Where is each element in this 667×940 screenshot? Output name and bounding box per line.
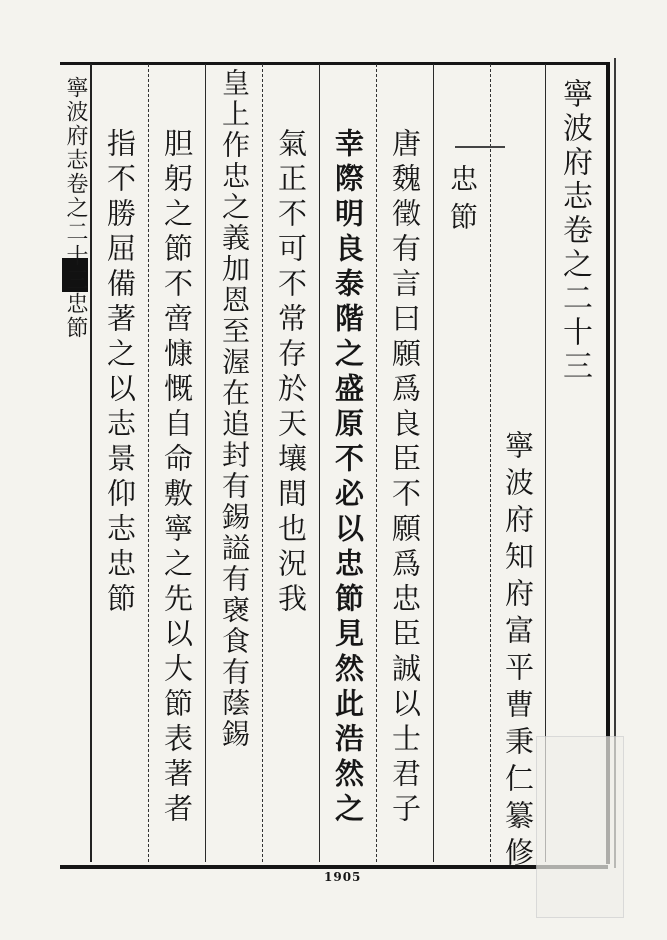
column-rule	[319, 64, 320, 862]
body-column-4: 皇上作忠之義加恩至渥在追封有錫謚有襃食有蔭錫	[218, 68, 251, 750]
column-rule	[490, 64, 492, 862]
library-seal	[536, 736, 624, 918]
body-column-3: 氣正不可不常存於天壤間也況我	[274, 128, 308, 618]
body-column-6: 指不勝屈備著之以志景仰志忠節	[103, 128, 137, 618]
heading-mark	[455, 146, 505, 148]
body-column-1: 唐魏徵有言曰願爲良臣不願爲忠臣誠以士君子	[388, 128, 422, 828]
column-rule	[433, 64, 434, 862]
column-rule	[205, 64, 206, 862]
column-rule	[262, 64, 264, 862]
section-heading: 忠節	[446, 164, 479, 240]
column-rule	[148, 64, 150, 862]
body-column-2: 幸際明良泰階之盛原不必以忠節見然此浩然之	[331, 128, 365, 828]
page-number: 1905	[324, 870, 362, 884]
compiler-line: 寧波府知府富平曹秉仁纂修	[501, 430, 535, 874]
margin-text: 寧波府志卷之二十三忠節	[63, 76, 88, 340]
column-rule	[376, 64, 378, 862]
body-column-5: 胆躬之節不啻慷慨自命敷寧之先以大節表著者	[160, 128, 194, 828]
volume-title: 寧波府志卷之二十三	[557, 78, 592, 384]
